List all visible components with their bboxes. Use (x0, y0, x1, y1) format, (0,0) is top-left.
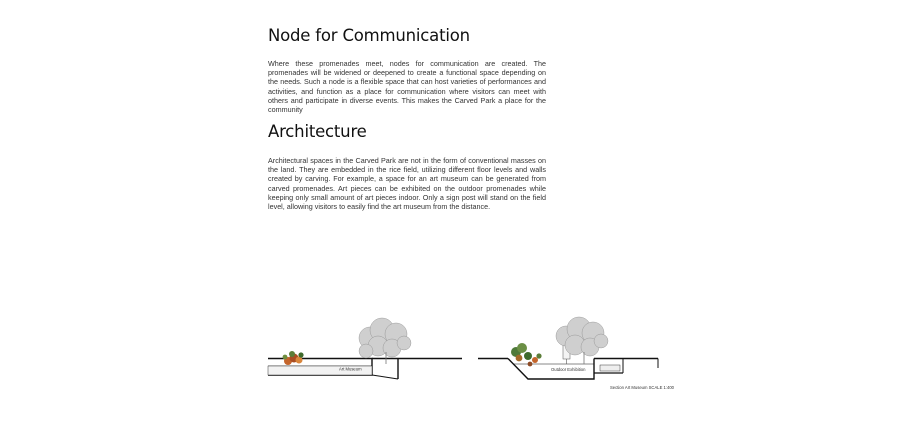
heading-node-for-communication: Node for Communication (268, 26, 470, 45)
heading-architecture: Architecture (268, 122, 367, 141)
paragraph-architecture: Architectural spaces in the Carved Park are not in the form of conventional masses on the land. They are embedded in the rice field, utilizing different floor levels and walls created by carving. For example, a space for an art museum can be generated from carved promenades. Art pieces can be exhibited on the outdoor promenades while keeping only small amount of art pieces indoor. Only a sign post will stand on the field level, allowing visitors to easily find the art museum from the distance. (268, 156, 546, 212)
paragraph-node-for-communication: Where these promenades meet, nodes for communication are created. The promenades will be widened or deepened to create a functional space depending on the needs. Such a node is a flexible space that can host varieties of performances and activities, and function as a place for communication where visitors can meet with others and participate in diverse events. This makes the Carved Park a place for the community (268, 59, 546, 115)
section-right (478, 317, 658, 379)
tree-left (359, 318, 411, 364)
label-outdoor-exhibition: Outdoor Exhibition (551, 367, 586, 372)
drawing-caption: Section Art Museum SCALE 1:400 (610, 385, 675, 390)
label-art-museum: Art Museum (339, 366, 362, 372)
shrub-left (283, 351, 304, 365)
shrub-right (511, 343, 542, 366)
section-left (268, 318, 462, 379)
